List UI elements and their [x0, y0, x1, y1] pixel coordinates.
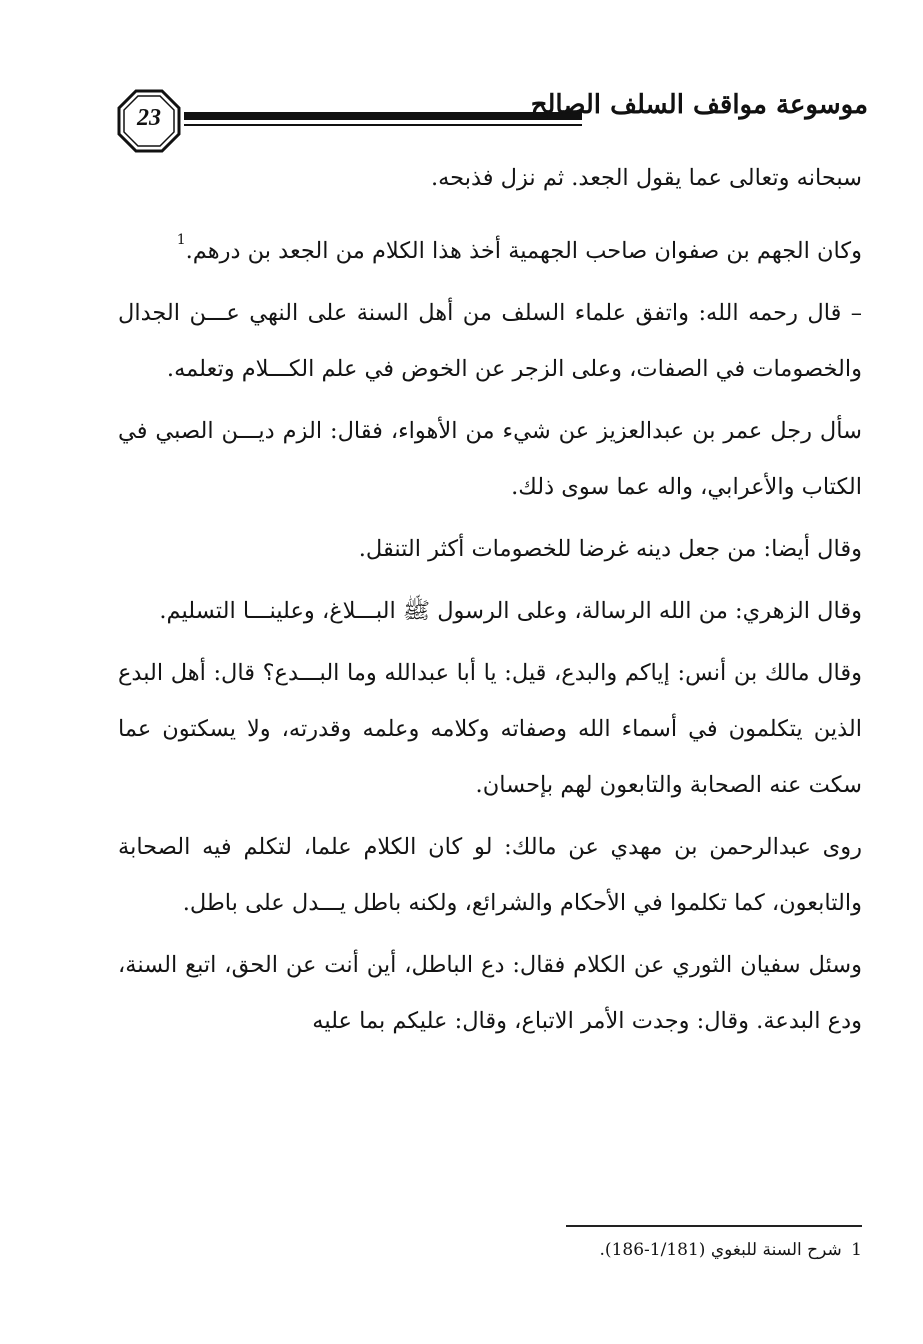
footnote: [500, 1236, 862, 1264]
footnote-marker: 1: [176, 232, 186, 248]
paragraph-8: روى عبدالرحمن بن مهدي عن مالك: لو كان الكلام علما، لتكلم فيه الصحابة والتابعون، كما تكلموا في الأحكام والشرائع، ولكنه باطل يـــدل على باطل.: [118, 834, 862, 916]
paragraph-4: سأل رجل عمر بن عبدالعزيز عن شيء من الأهواء، فقال: الزم ديـــن الصبي في الكتاب والأعرابي، واله عما سوى ذلك.: [118, 418, 862, 500]
paragraph-9: وسئل سفيان الثوري عن الكلام فقال: دع الباطل، أين أنت عن الحق، اتبع السنة، ودع البدعة. وقال: وجدت الأمر الاتباع، وقال: عليكم بما عليه: [118, 952, 862, 1034]
page-header: [112, 84, 872, 154]
paragraph-2: [118, 212, 862, 279]
header-rule-thick: [184, 112, 582, 120]
body-text: [118, 150, 862, 1049]
page-number: 23: [137, 105, 161, 131]
page-number-badge: [116, 88, 182, 154]
footnote-divider: [566, 1225, 862, 1227]
paragraph-1: سبحانه وتعالى عما يقول الجعد. ثم نزل فذبحه.: [430, 165, 862, 191]
paragraph-7: وقال مالك بن أنس: إياكم والبدع، قيل: يا أبا عبدالله وما البـــدع؟ قال: أهل البدع الذين يتكلمون في أسماء الله وصفاته وكلامه وعلمه وقدرته، ولا يسكتون عما سكت عنه الصحابة والتابعون لهم بإحسان.: [118, 660, 862, 798]
footnote-number: 1: [851, 1240, 862, 1260]
header-rule-thin: [184, 124, 582, 126]
paragraph-5: وقال أيضا: من جعل دينه غرضا للخصومات أكثر التنقل.: [358, 536, 862, 562]
paragraph-6: وقال الزهري: من الله الرسالة، وعلى الرسول ﷺ البـــلاغ، وعلينـــا التسليم.: [159, 598, 862, 624]
footnote-text: شرح السنة للبغوي (1/181-186).: [599, 1240, 842, 1260]
series-title: موسوعة مواقف السلف الصالح: [530, 90, 868, 120]
paragraph-2-text: وكان الجهم بن صفوان صاحب الجهمية أخذ هذا الكلام من الجعد بن درهم.: [185, 238, 862, 264]
paragraph-3: – قال رحمه الله: واتفق علماء السلف من أهل السنة على النهي عـــن الجدال والخصومات في الصفات، وعلى الزجر عن الخوض في علم الكـــلام وتعلمه.: [118, 300, 862, 382]
